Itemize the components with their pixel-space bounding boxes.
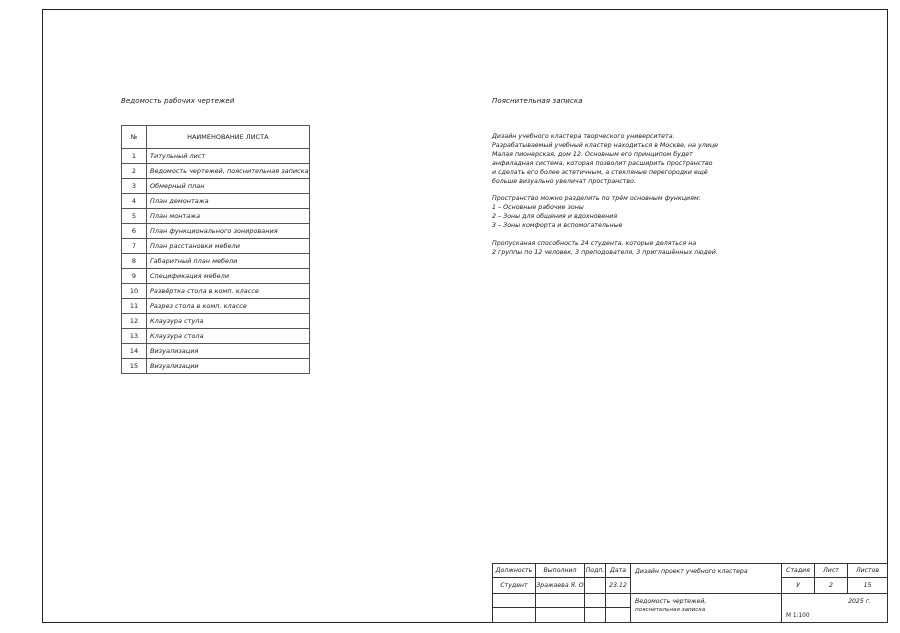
table-row <box>122 329 310 344</box>
stamp-empty-cell <box>584 607 606 623</box>
table-row <box>122 194 310 209</box>
explanatory-note <box>492 133 732 267</box>
sheet-number: 1 <box>122 149 147 164</box>
sheet-number: 15 <box>122 359 147 374</box>
table-row <box>122 344 310 359</box>
stamp-sheet-title-line-2: пояснительная записка <box>635 607 706 613</box>
stamp-sheets: 15 <box>847 577 888 594</box>
stamp-header-date: Дата <box>605 563 631 578</box>
table-row <box>122 164 310 179</box>
sheet-name: Клаузура стула <box>147 314 310 329</box>
note-line: 2 группы по 12 человек, 3 преподователя, 3 приглашённых людей. <box>492 248 718 256</box>
sheet-number: 4 <box>122 194 147 209</box>
table-row <box>122 224 310 239</box>
stamp-header-signature: Подп. <box>584 563 606 578</box>
sheet-number: 3 <box>122 179 147 194</box>
sheet-name: Ведомость чертежей, пояснительная записка <box>147 164 310 179</box>
sheet-name: Титульный лист <box>147 149 310 164</box>
stamp-scale: М 1:100 <box>786 613 810 619</box>
stamp-empty-cell <box>584 593 606 608</box>
stamp-empty-cell <box>492 593 536 608</box>
sheet-name: Развёртка стола в комп. классе <box>147 284 310 299</box>
note-line: Малая пионерская, дом 12. Основным его принципом будет <box>492 150 693 158</box>
sheet-number: 11 <box>122 299 147 314</box>
stamp-empty-cell <box>492 607 536 623</box>
note-line: 2 – Зоны для общения и вдохновения <box>492 213 618 221</box>
sheet-number: 8 <box>122 254 147 269</box>
stamp-header-position: Должность <box>492 563 536 578</box>
stamp-date: 23.12 <box>605 577 631 594</box>
sheet-name: Обмерный план <box>147 179 310 194</box>
table-row <box>122 239 310 254</box>
sheet-name: План расстановки мебели <box>147 239 310 254</box>
stamp-header-stage: Стадия <box>781 563 815 578</box>
stamp-year-scale-box <box>781 593 888 623</box>
stamp-sheet: 2 <box>814 577 848 594</box>
sheet-number: 12 <box>122 314 147 329</box>
table-row <box>122 254 310 269</box>
stamp-stage: У <box>781 577 815 594</box>
sheet-number: 10 <box>122 284 147 299</box>
note-line: анфиладная система, которая позволит расширить пространство <box>492 159 713 167</box>
table-row <box>122 209 310 224</box>
sheet-number: 14 <box>122 344 147 359</box>
table-row <box>122 359 310 374</box>
note-line: больше визуально увеличат пространство. <box>492 177 636 185</box>
sheet-number: 7 <box>122 239 147 254</box>
note-line: 3 – Зоны комфорта и вспомогательные <box>492 222 623 230</box>
header-num: № <box>122 126 147 149</box>
note-line: Пространство можно разделить по трём основным функциям: <box>492 195 701 203</box>
sheet-rows <box>122 149 310 374</box>
note-paragraph-3 <box>492 240 732 258</box>
sheet-name: Разрез стола в комп. классе <box>147 299 310 314</box>
sheet-number: 5 <box>122 209 147 224</box>
stamp-header-performed: Выполнил <box>535 563 585 578</box>
stamp-project-name: Дизайн проект учебного кластера <box>630 563 782 594</box>
table-header-row <box>122 126 310 149</box>
sheet-list-title: Ведомость рабочих чертежей <box>121 97 235 105</box>
note-paragraph-1 <box>492 133 732 186</box>
sheet-list-table <box>121 125 310 374</box>
stamp-signature-empty <box>584 577 606 594</box>
sheet-name: Габаритный план мебели <box>147 254 310 269</box>
note-title: Пояснительная записка <box>492 97 583 105</box>
stamp-empty-cell <box>535 607 585 623</box>
table-row <box>122 299 310 314</box>
sheet-name: Визуализации <box>147 359 310 374</box>
sheet-name: Визуализация <box>147 344 310 359</box>
table-row <box>122 314 310 329</box>
sheet-name: Клаузура стола <box>147 329 310 344</box>
stamp-author: Зражаева Я. О <box>535 577 585 594</box>
header-name: НАИМЕНОВАНИЕ ЛИСТА <box>147 126 310 149</box>
stamp-year: 2025 г. <box>848 598 871 605</box>
table-row <box>122 149 310 164</box>
sheet-name: План демонтажа <box>147 194 310 209</box>
stamp-role: Студент <box>492 577 536 594</box>
stamp-sheet-title-line-1: Ведомость чертежей, <box>635 598 707 605</box>
sheet-name: План монтажа <box>147 209 310 224</box>
note-line: Разрабатываемый учебный кластер находиться в Москве, на улице <box>492 141 719 149</box>
sheet-number: 13 <box>122 329 147 344</box>
note-line: 1 – Основные рабочие зоны <box>492 204 584 212</box>
table-row <box>122 284 310 299</box>
stamp-header-sheet: Лист <box>814 563 848 578</box>
stamp-empty-cell <box>535 593 585 608</box>
stamp-header-sheets: Листов <box>847 563 888 578</box>
note-line: Дизайн учебного кластера творческого университета. <box>492 133 675 140</box>
sheet-name: Спецификация мебели <box>147 269 310 284</box>
sheet-number: 2 <box>122 164 147 179</box>
note-line: Пропусканая способность 24 студента, которые деляться на <box>492 239 697 247</box>
sheet-name: План функционального зонирования <box>147 224 310 239</box>
note-line: и сделать его более эстетичным, а стекляные перегородки ещё <box>492 168 708 176</box>
sheet-number: 6 <box>122 224 147 239</box>
sheet-number: 9 <box>122 269 147 284</box>
stamp-sheet-title <box>630 593 782 623</box>
stamp-empty-cell <box>605 593 631 608</box>
table-row <box>122 269 310 284</box>
note-paragraph-2 <box>492 195 732 231</box>
table-row <box>122 179 310 194</box>
stamp-empty-cell <box>605 607 631 623</box>
title-block <box>492 563 888 623</box>
